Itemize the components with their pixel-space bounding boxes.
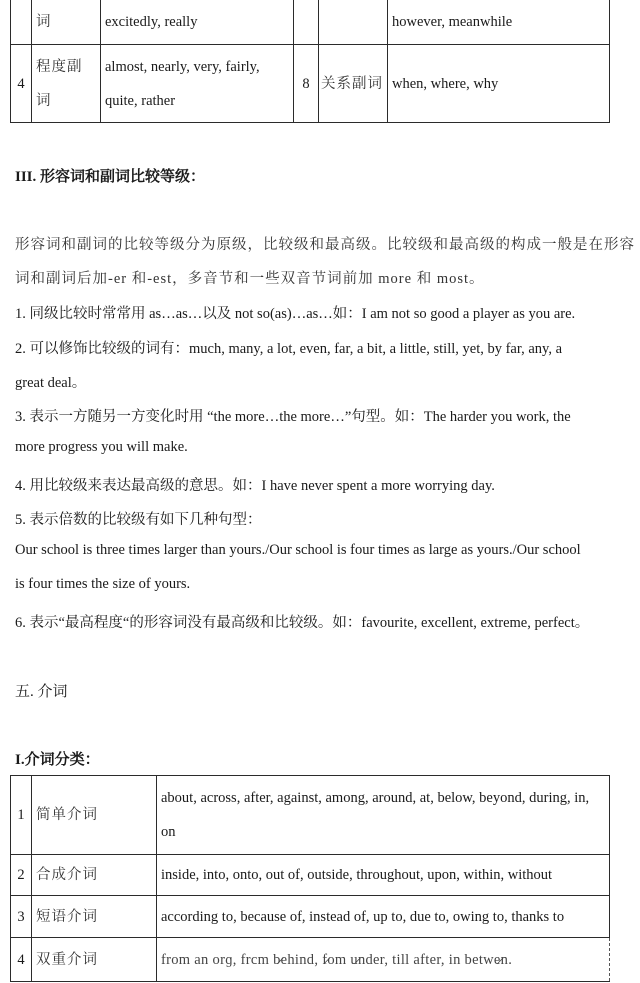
adverb-examples: however, meanwhile xyxy=(388,0,610,45)
table-row xyxy=(11,776,610,855)
preposition-examples: from an orɡ, frсm b̷ehind, f̷om u̷nder, till after, in betwe̷n. xyxy=(157,938,610,982)
examples-line: about, across, after, against, among, around, at, below, beyond, during, in, xyxy=(161,790,590,806)
preposition-type: 合成介词 xyxy=(32,855,157,896)
adverb-type xyxy=(319,0,388,45)
point-3-cont: more progress you will make. xyxy=(15,439,188,455)
adverb-examples: excitedly, really xyxy=(101,0,294,45)
point-5-example: Our school is three times larger than yours./Our school is four times as large as yours./Our school xyxy=(15,542,581,558)
preposition-examples xyxy=(157,776,610,855)
adverb-examples: when, where, why xyxy=(388,45,610,123)
preposition-examples: according to, because of, instead of, up to, due to, owing to, thanks to xyxy=(157,896,610,938)
table-row xyxy=(11,45,610,123)
adverb-type: 关系副词 xyxy=(319,45,388,123)
point-1: 1. 同级比较时常常用 as…as…以及 not so(as)…as…如：I am not so good a player as you are. xyxy=(15,306,576,322)
row-number: 1 xyxy=(11,776,32,855)
point-2-cont: great deal。 xyxy=(15,375,87,391)
examples-line: on xyxy=(161,824,176,840)
adverb-type: 词 xyxy=(32,0,101,45)
preposition-table xyxy=(10,775,610,982)
section-heading-prepositions: 五. 介词 xyxy=(15,684,68,700)
point-4: 4. 用比较级来表达最高级的意思。如：I have never spent a more worrying day. xyxy=(15,478,495,494)
point-5-example-cont: is four times the size of yours. xyxy=(15,576,191,592)
preposition-type: 简单介词 xyxy=(32,776,157,855)
adverb-examples: almost, nearly, very, fairly, quite, rather xyxy=(101,45,294,123)
point-5: 5. 表示倍数的比较级有如下几种句型： xyxy=(15,512,262,528)
row-number xyxy=(294,0,319,45)
subheading-preposition-types: I.介词分类： xyxy=(15,752,100,768)
adverb-type: 程度副词 xyxy=(32,45,101,123)
preposition-examples: inside, into, onto, out of, outside, throughout, upon, within, without xyxy=(157,855,610,896)
table-row xyxy=(11,855,610,896)
intro-text: 形容词和副词的比较等级分为原级，比较级和最高级。比较级和最高级的构成一般是在形容 xyxy=(15,237,635,253)
row-number: 8 xyxy=(294,45,319,123)
adverb-table xyxy=(10,0,610,123)
point-3: 3. 表示一方随另一方变化时用 “the more…the more…”句型。如：The harder you work, the xyxy=(15,409,571,425)
table-row xyxy=(11,938,610,982)
table-row xyxy=(11,0,610,45)
row-number xyxy=(11,0,32,45)
row-number: 4 xyxy=(11,938,32,982)
intro-text: 词和副词后加-er 和-est，多音节和一些双音节词前加 more 和 most。 xyxy=(15,271,485,287)
preposition-type: 短语介词 xyxy=(32,896,157,938)
table-row xyxy=(11,896,610,938)
row-number: 2 xyxy=(11,855,32,896)
point-6: 6. 表示“最高程度“的形容词没有最高级和比较级。如：favourite, excellent, extreme, perfect。 xyxy=(15,615,590,631)
row-number: 4 xyxy=(11,45,32,123)
section-heading-comparison: III. 形容词和副词比较等级： xyxy=(15,169,206,185)
preposition-type: 双重介词 xyxy=(32,938,157,982)
point-2: 2. 可以修饰比较级的词有：much, many, a lot, even, far, a bit, a little, still, yet, by far, any, a xyxy=(15,341,563,357)
row-number: 3 xyxy=(11,896,32,938)
